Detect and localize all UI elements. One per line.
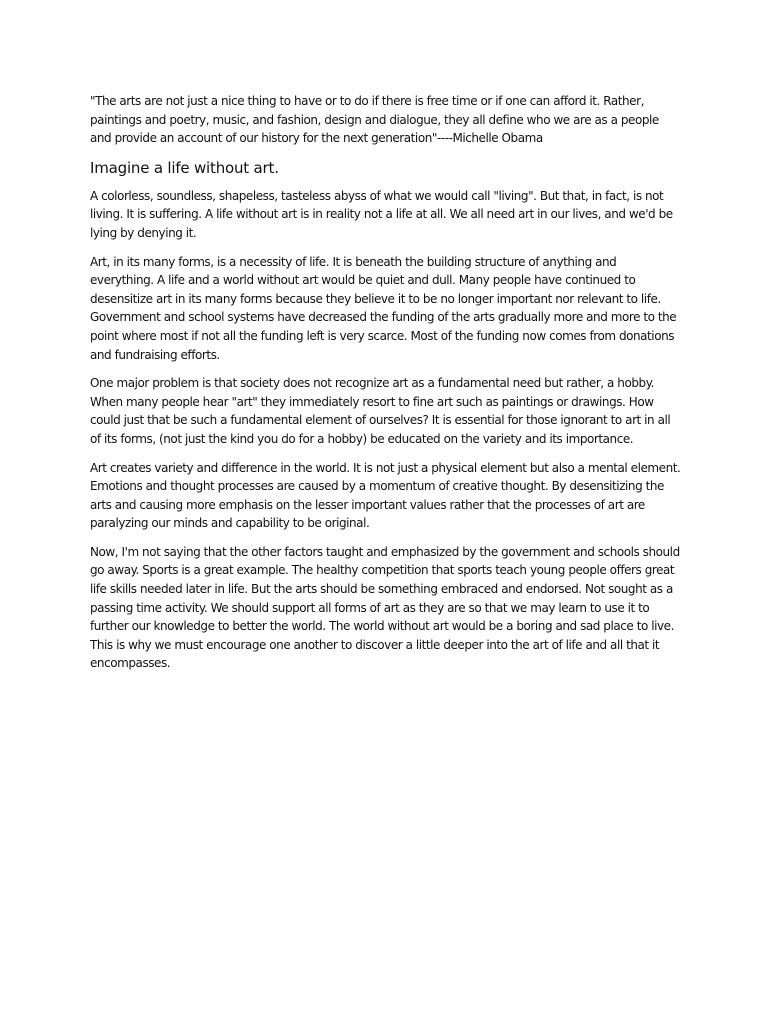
paragraph-2: Art, in its many forms, is a necessity of life. It is beneath the building structure of anything and everything. A life and a world without art would be quiet and dull. Many people have continued to desensitize art in its many forms because they believe it to be no longer important nor relevant to life. Government and school systems have decreased the funding of the arts gradually more and more to the point where most if not all the funding left is very scarce. Most of the funding now comes from donations and fundraising efforts.: [90, 254, 677, 362]
document-page: [90, 92, 682, 683]
section-heading: Imagine a life without art.: [90, 158, 279, 177]
paragraph-4: Art creates variety and difference in the world. It is not just a physical element but also a mental element. Emotions and thought processes are caused by a momentum of creative thought. By desensitizing the arts and causing more emphasis on the lesser important values rather that the processes of art are paralyzing our minds and capability to be original.: [90, 460, 681, 531]
paragraph-5: Now, I'm not saying that the other factors taught and emphasized by the government and schools should go away. Sports is a great example. The healthy competition that sports teach young people offers great life skills needed later in life. But the arts should be something embraced and endorsed. Not sought as a passing time activity. We should support all forms of art as they are so that we may learn to use it to further our knowledge to better the world. The world without art would be a boring and sad place to live. This is why we must encourage one another to discover a little deeper into the art of life and all that it encompasses.: [90, 544, 680, 671]
paragraph-3: One major problem is that society does not recognize art as a fundamental need but rather, a hobby. When many people hear "art" they immediately resort to fine art such as paintings or drawings. How could just that be such a fundamental element of ourselves? It is essential for those ignorant to art in all of its forms, (not just the kind you do for a hobby) be educated on the variety and its importance.: [90, 376, 671, 446]
paragraph-1: A colorless, soundless, shapeless, tasteless abyss of what we would call "living". But that, in fact, is not living. It is suffering. A life without art is in reality not a life at all. We all need art in our lives, and we'd be lying by denying it.: [90, 188, 673, 240]
opening-quote: "The arts are not just a nice thing to have or to do if there is free time or if one can afford it. Rather, paintings and poetry, music, and fashion, design and dialogue, they all define who we are as a people and provide an account of our history for the next generation"----Michelle Obama: [90, 94, 659, 146]
